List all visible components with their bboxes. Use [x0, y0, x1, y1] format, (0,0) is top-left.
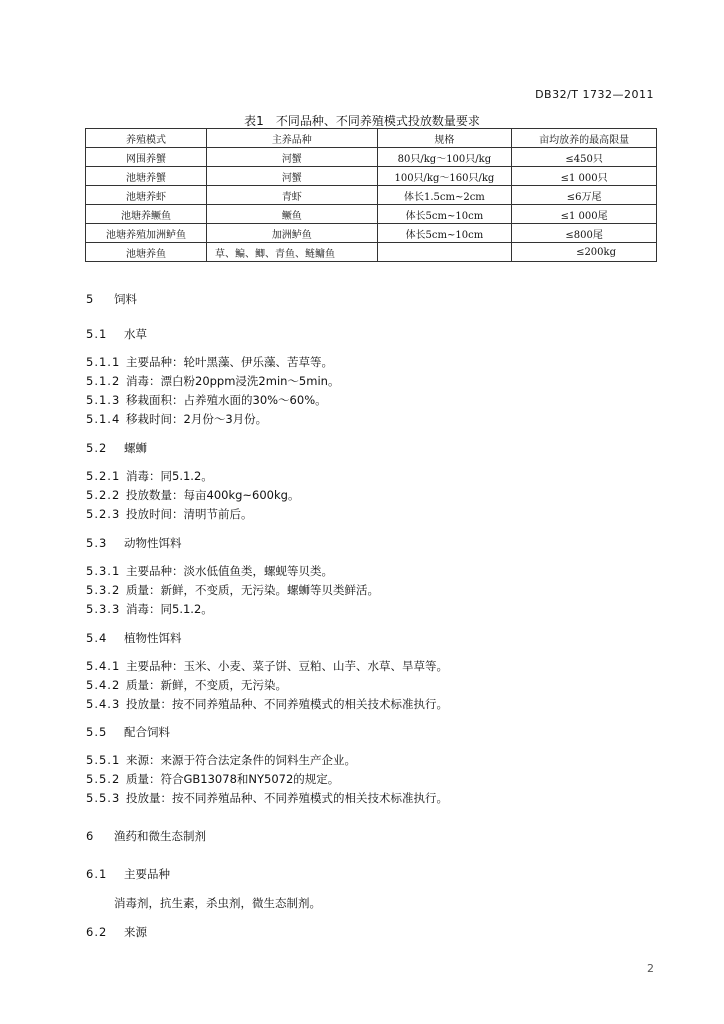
subsection-heading	[86, 440, 147, 456]
table-cell: 池塘养蟹	[86, 167, 207, 186]
section-title: 主要品种	[124, 867, 170, 881]
table-cell: 100只/kg～160只/kg	[377, 167, 512, 186]
section-title: 来源	[124, 925, 147, 939]
table-caption-title: 不同品种、不同养殖模式投放数量要求	[275, 114, 480, 128]
clause-text: 投放量：按不同养殖品种、不同养殖模式的相关技术标准执行。	[126, 791, 448, 805]
table-header-row	[86, 129, 657, 148]
section-title: 植物性饵料	[124, 631, 182, 645]
section-number: 6.1	[86, 867, 108, 881]
stocking-table	[85, 128, 657, 262]
section-title: 配合饲料	[124, 725, 170, 739]
subsection-heading	[86, 326, 147, 342]
table-cell: ≤1 000只	[512, 167, 657, 186]
clause-text: 主要品种：淡水低值鱼类，螺蚬等贝类。	[126, 564, 333, 578]
clause-text: 投放量：按不同养殖品种、不同养殖模式的相关技术标准执行。	[126, 697, 448, 711]
clause-number: 5.4.2	[86, 678, 121, 692]
table-cell: 网围养蟹	[86, 148, 207, 167]
clause-text: 主要品种：玉米、小麦、菜子饼、豆粕、山芋、水草、旱草等。	[126, 659, 448, 673]
clause-number: 5.3.1	[86, 564, 121, 578]
section-number: 6.2	[86, 925, 108, 939]
clause	[86, 771, 339, 787]
table-row	[86, 186, 657, 205]
clause	[86, 354, 333, 370]
section-heading	[86, 828, 206, 844]
table-cell	[377, 243, 512, 262]
clause-number: 5.1.2	[86, 374, 121, 388]
table-cell: ≤800尾	[512, 224, 657, 243]
table-cell: 池塘养殖加洲鲈鱼	[86, 224, 207, 243]
clause-number: 5.4.3	[86, 697, 121, 711]
table-header-cell: 亩均放养的最高限量	[512, 129, 657, 148]
table-cell: 河蟹	[207, 167, 378, 186]
section-number: 5.5	[86, 725, 108, 739]
section-number: 5	[86, 292, 95, 306]
section-number: 5.3	[86, 536, 108, 550]
subsection-heading	[86, 630, 182, 646]
table-row	[86, 224, 657, 243]
paragraph-text: 消毒剂，抗生素，杀虫剂，微生态制剂。	[114, 896, 321, 910]
table-cell: 池塘养鱼	[86, 243, 207, 262]
clause	[86, 506, 253, 522]
clause-number: 5.5.1	[86, 753, 121, 767]
clause-number: 5.1.3	[86, 393, 121, 407]
section-number: 5.2	[86, 441, 108, 455]
clause-number: 5.2.3	[86, 507, 121, 521]
clause-text: 主要品种：轮叶黑藻、伊乐藻、苦草等。	[126, 355, 333, 369]
table-cell: 体长1.5cm~2cm	[377, 186, 512, 205]
clause-text: 质量：新鲜，不变质，无污染。	[126, 678, 287, 692]
table-row	[86, 148, 657, 167]
clause-number: 5.5.2	[86, 772, 121, 786]
clause	[86, 790, 448, 806]
clause	[86, 392, 327, 408]
clause-text: 来源：来源于符合法定条件的饲料生产企业。	[126, 753, 356, 767]
table-header-cell: 规格	[377, 129, 512, 148]
clause-number: 5.1.4	[86, 412, 121, 426]
table-cell: 青虾	[207, 186, 378, 205]
clause	[86, 468, 213, 484]
clause	[86, 677, 287, 693]
clause	[86, 752, 356, 768]
clause-text: 质量：符合GB13078和NY5072的规定。	[126, 772, 340, 786]
section-title: 螺蛳	[124, 441, 147, 455]
table-caption-label: 表1	[244, 114, 264, 128]
subsection-heading	[86, 535, 182, 551]
clause	[86, 601, 213, 617]
clause	[86, 696, 448, 712]
header-code: DB32/T 1732—2011	[535, 88, 654, 101]
subsection-heading	[86, 866, 170, 882]
clause	[86, 563, 333, 579]
clause-text: 消毒：同5.1.2。	[126, 602, 213, 616]
table-cell: ≤1 000尾	[512, 205, 657, 224]
table-cell: ≤6万尾	[512, 186, 657, 205]
table-cell: 加洲鲈鱼	[207, 224, 378, 243]
clause-text: 消毒：同5.1.2。	[126, 469, 213, 483]
table-cell: ≤450只	[512, 148, 657, 167]
clause	[86, 411, 267, 427]
clause-text: 移栽面积：占养殖水面的30%～60%。	[126, 393, 327, 407]
paragraph	[114, 895, 321, 911]
table-cell: 鳜鱼	[207, 205, 378, 224]
section-title: 动物性饵料	[124, 536, 182, 550]
table-row	[86, 243, 657, 262]
clause-text: 投放数量：每亩400kg~600kg。	[126, 488, 300, 502]
clause-text: 消毒：漂白粉20ppm浸洗2min～5min。	[126, 374, 340, 388]
table-cell: 池塘养鳜鱼	[86, 205, 207, 224]
table-cell: 池塘养虾	[86, 186, 207, 205]
table-row	[86, 167, 657, 186]
table-cell: 体长5cm~10cm	[377, 205, 512, 224]
section-title: 饲料	[114, 292, 137, 306]
section-heading	[86, 291, 137, 307]
clause-number: 5.3.3	[86, 602, 121, 616]
table-cell: 80只/kg～100只/kg	[377, 148, 512, 167]
table-cell: ≤200kg	[512, 243, 657, 262]
table-cell: 体长5cm~10cm	[377, 224, 512, 243]
table-header-cell: 养殖模式	[86, 129, 207, 148]
clause-number: 5.5.3	[86, 791, 121, 805]
clause	[86, 582, 379, 598]
clause-text: 移栽时间：2月份～3月份。	[126, 412, 268, 426]
clause-text: 投放时间：清明节前后。	[126, 507, 253, 521]
clause	[86, 658, 448, 674]
table-row	[86, 205, 657, 224]
table-caption	[0, 112, 724, 129]
subsection-heading	[86, 924, 147, 940]
clause	[86, 487, 299, 503]
clause-number: 5.3.2	[86, 583, 121, 597]
table-cell: 河蟹	[207, 148, 378, 167]
section-number: 5.1	[86, 327, 108, 341]
clause-number: 5.4.1	[86, 659, 121, 673]
subsection-heading	[86, 724, 170, 740]
clause-number: 5.1.1	[86, 355, 121, 369]
section-title: 渔药和微生态制剂	[114, 829, 206, 843]
section-number: 5.4	[86, 631, 108, 645]
clause-number: 5.2.2	[86, 488, 121, 502]
table-cell: 草、鳊、鲫、青鱼、鲢鳙鱼	[207, 243, 378, 262]
clause	[86, 373, 339, 389]
table-header-cell: 主养品种	[207, 129, 378, 148]
section-number: 6	[86, 829, 95, 843]
section-title: 水草	[124, 327, 147, 341]
clause-text: 质量：新鲜，不变质，无污染。螺蛳等贝类鲜活。	[126, 583, 379, 597]
clause-number: 5.2.1	[86, 469, 121, 483]
page-number: 2	[647, 962, 654, 975]
